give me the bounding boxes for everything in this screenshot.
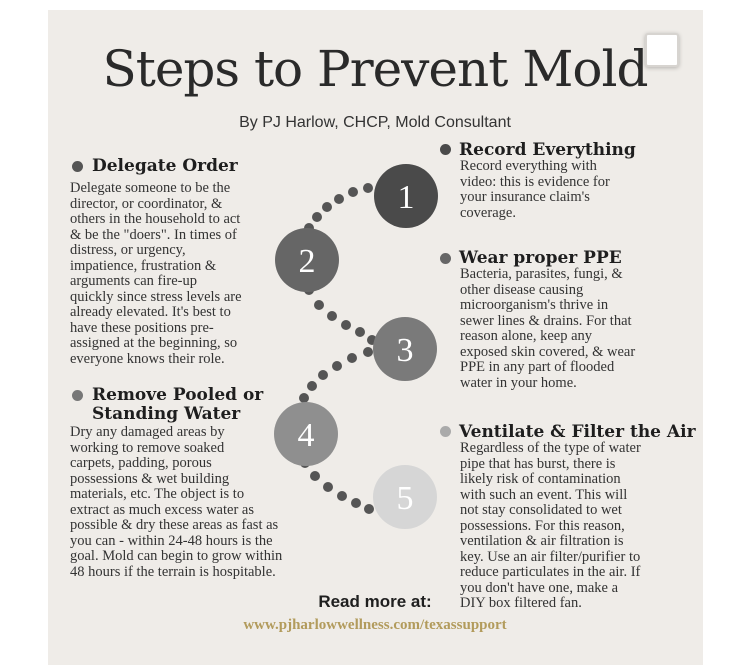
delegate-heading: Delegate Order	[92, 156, 238, 176]
page-subtitle: By PJ Harlow, CHCP, Mold Consultant	[239, 114, 511, 131]
step-1-number: 1	[397, 179, 415, 216]
step-4-number: 4	[297, 417, 315, 454]
water-heading-line2: Standing Water	[92, 404, 241, 424]
step-2-number: 2	[298, 243, 316, 280]
step-5-number: 5	[396, 480, 414, 517]
bullet-dot-icon	[72, 161, 83, 172]
water-heading-line1: Remove Pooled or	[92, 385, 264, 405]
ppe-body: Bacteria, parasites, fungi, & other disease causing microorganism's thrive in sewer lines & drains. For that reason alone, keep any exposed skin covered, & wear PPE in any part of flooded water in your home.	[460, 266, 636, 391]
record-heading: Record Everything	[459, 140, 636, 160]
website-link[interactable]: www.pjharlowwellness.com/texassupport	[243, 617, 507, 633]
ventilate-body: Regardless of the type of water pipe that has burst, there is likely risk of contamination with such an event. This will not stay consolidated to wet possessions. For this reason, ventilation & air filtration is key. Use an air filter/purifier to reduce particulates in the air. If you don't have one, make a DIY box filtered fan.	[460, 440, 641, 611]
bullet-dot-icon	[440, 144, 451, 155]
read-more-label: Read more at:	[318, 592, 432, 611]
step-3-number: 3	[396, 332, 414, 369]
water-body: Dry any damaged areas by working to remove soaked carpets, padding, porous possessions & wet building materials, etc. The object is to extract as much excess water as possible & dry these areas as fast as you can - within 24-48 hours is the goal. Mold can begin to grow within 48 hours if the terrain is hospitable.	[70, 424, 283, 580]
record-body: Record everything with video: this is evidence for your insurance claim's coverage.	[460, 158, 610, 221]
bullet-dot-icon	[72, 390, 83, 401]
bullet-dot-icon	[440, 426, 451, 437]
delegate-body: Delegate someone to be the director, or coordinator, & others in the household to act & be the "doers". In times of distress, or urgency, impatience, frustration & arguments can fire-up quickly since stress levels are already elevated. It's best to have these positions pre- assigned at the beginning, so everyone knows their role.	[70, 180, 242, 367]
page-title: Steps to Prevent Mold	[102, 40, 648, 98]
ppe-heading: Wear proper PPE	[459, 248, 622, 268]
bullet-dot-icon	[440, 253, 451, 264]
ventilate-heading: Ventilate & Filter the Air	[459, 422, 696, 442]
